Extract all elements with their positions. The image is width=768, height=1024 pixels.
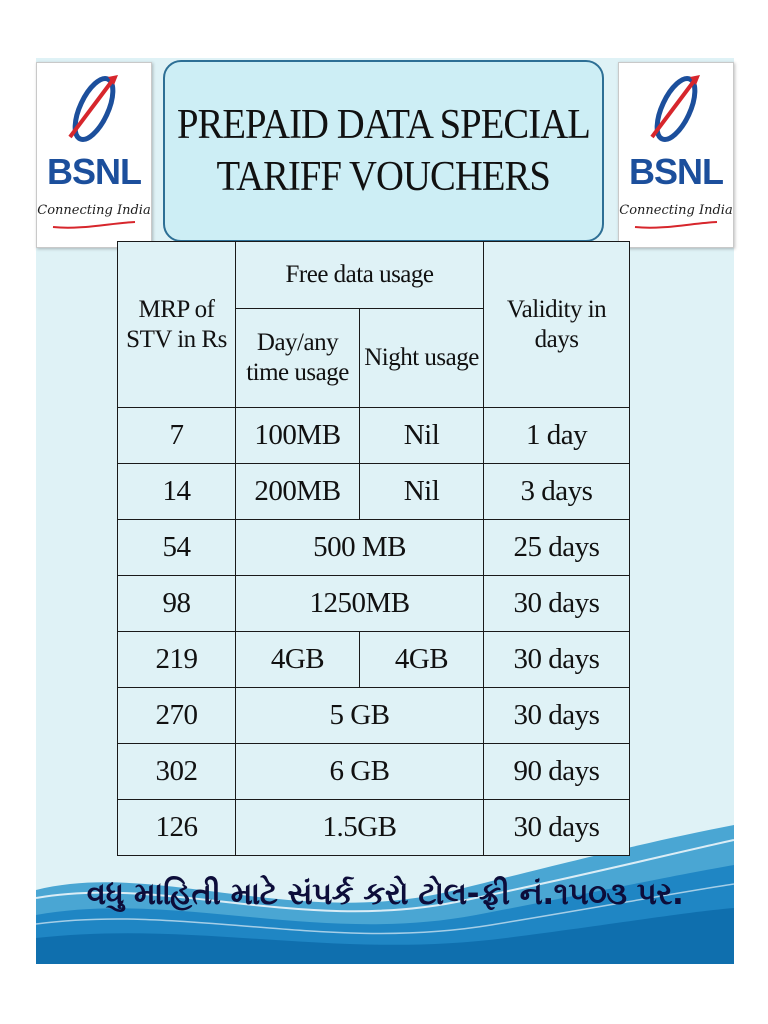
header-mrp-line2: STV in Rs <box>126 325 227 353</box>
header-validity-line1: Validity in <box>506 295 607 323</box>
cell-combined-data: 500 MB <box>236 520 484 576</box>
cell-validity: 30 days <box>484 688 630 744</box>
footer-contact-text: વધુ માહિતી માટે સંપર્ક કરો ટોલ-ફ્રી નં.૧૫૦૩ પર. <box>86 876 684 912</box>
tariff-table <box>117 241 630 856</box>
table-row <box>118 688 630 744</box>
cell-validity: 3 days <box>484 464 630 520</box>
logo-brand-text: BSNL <box>47 151 141 192</box>
table-row <box>118 520 630 576</box>
cell-mrp: 14 <box>118 464 236 520</box>
bsnl-logo-left <box>36 62 152 248</box>
logo-tagline: Connecting India <box>619 203 733 218</box>
header-day-line1: Day/any <box>256 329 339 356</box>
cell-night-data: Nil <box>360 464 484 520</box>
table-row <box>118 800 630 856</box>
cell-combined-data: 1.5GB <box>236 800 484 856</box>
title-line-1: PREPAID DATA SPECIAL <box>177 102 590 148</box>
cell-validity: 30 days <box>484 632 630 688</box>
header-mrp <box>118 242 236 408</box>
bsnl-emblem-icon <box>64 71 124 147</box>
table-row <box>118 632 630 688</box>
cell-mrp: 126 <box>118 800 236 856</box>
cell-day-data: 100MB <box>236 408 360 464</box>
cell-mrp: 98 <box>118 576 236 632</box>
logo-tagline: Connecting India <box>37 203 151 218</box>
cell-validity: 90 days <box>484 744 630 800</box>
cell-combined-data: 5 GB <box>236 688 484 744</box>
cell-mrp: 270 <box>118 688 236 744</box>
logo-brand-text: BSNL <box>629 151 723 192</box>
header-mrp-line1: MRP of <box>138 295 215 323</box>
header-validity-line2: days <box>534 325 579 353</box>
table-row <box>118 744 630 800</box>
cell-mrp: 302 <box>118 744 236 800</box>
table-header-row <box>118 242 630 309</box>
table-row <box>118 464 630 520</box>
cell-validity: 30 days <box>484 576 630 632</box>
bsnl-emblem-icon <box>646 71 706 147</box>
cell-night-data: Nil <box>360 408 484 464</box>
cell-mrp: 54 <box>118 520 236 576</box>
header-free-data: Free data usage <box>236 242 484 309</box>
cell-validity: 25 days <box>484 520 630 576</box>
header-validity <box>484 242 630 408</box>
cell-validity: 30 days <box>484 800 630 856</box>
cell-combined-data: 1250MB <box>236 576 484 632</box>
cell-night-data: 4GB <box>360 632 484 688</box>
cell-day-data: 4GB <box>236 632 360 688</box>
cell-combined-data: 6 GB <box>236 744 484 800</box>
cell-mrp: 219 <box>118 632 236 688</box>
title-banner <box>163 60 604 242</box>
header-day-line2: time usage <box>246 359 349 386</box>
tagline-underline <box>51 221 137 231</box>
table-row <box>118 576 630 632</box>
title-line-2: TARIFF VOUCHERS <box>216 154 551 200</box>
cell-mrp: 7 <box>118 408 236 464</box>
header-night-usage: Night usage <box>360 309 484 408</box>
header-day-usage <box>236 309 360 408</box>
cell-validity: 1 day <box>484 408 630 464</box>
cell-day-data: 200MB <box>236 464 360 520</box>
bsnl-logo-right <box>618 62 734 248</box>
tagline-underline <box>633 221 719 231</box>
table-row <box>118 408 630 464</box>
